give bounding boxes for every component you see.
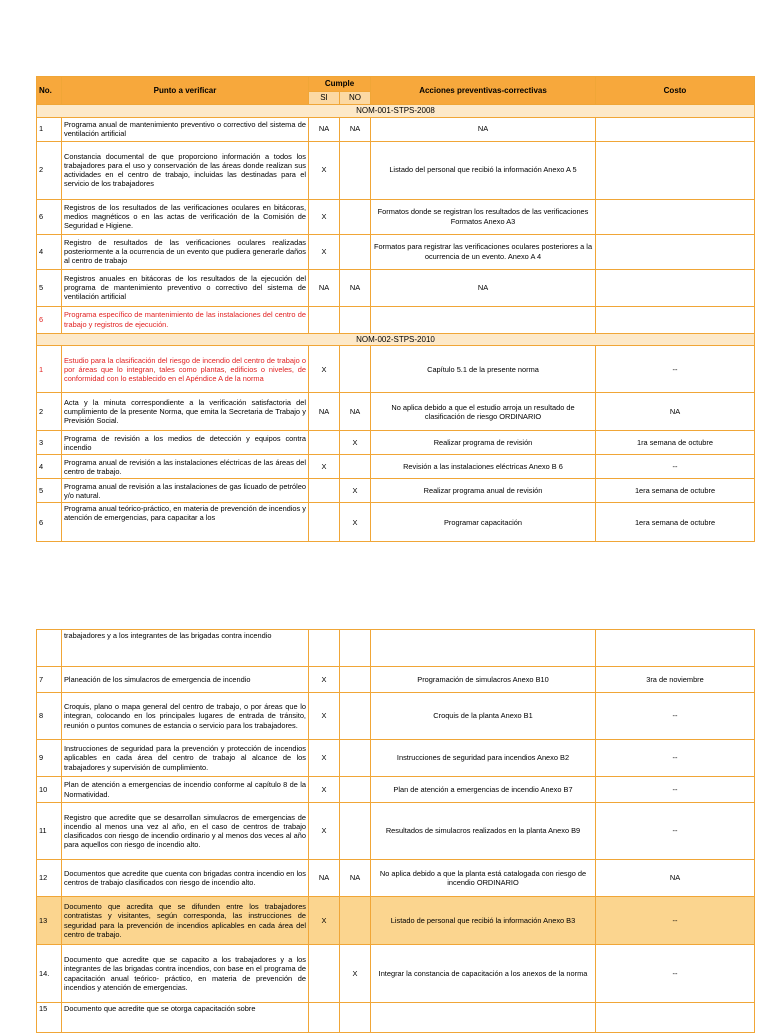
row-no: 2 bbox=[37, 393, 62, 431]
row-no-mark bbox=[340, 234, 371, 269]
row-no-mark bbox=[340, 199, 371, 234]
row-no: 12 bbox=[37, 860, 62, 897]
row-acciones: Realizar programa de revisión bbox=[371, 431, 596, 455]
row-punto: Croquis, plano o mapa general del centro de trabajo, o por áreas que lo integran, colocando en los principales lugares de entrada de tránsito, reunión o puntos comunes de estancia o servicio para los trabajadores. bbox=[62, 693, 309, 740]
row-si bbox=[309, 945, 340, 1003]
table-row bbox=[37, 346, 755, 393]
row-no: 1 bbox=[37, 117, 62, 141]
row-no: 9 bbox=[37, 740, 62, 777]
row-no-mark bbox=[340, 897, 371, 945]
row-costo: -- bbox=[596, 740, 755, 777]
row-no-mark: X bbox=[340, 945, 371, 1003]
row-acciones: NA bbox=[371, 117, 596, 141]
row-no-mark: X bbox=[340, 503, 371, 542]
row-si: X bbox=[309, 777, 340, 803]
row-costo: -- bbox=[596, 455, 755, 479]
row-no: 7 bbox=[37, 667, 62, 693]
table-row bbox=[37, 667, 755, 693]
row-no: 4 bbox=[37, 455, 62, 479]
row-punto: Programa específico de mantenimiento de las instalaciones del centro de trabajo y registros de ejecución. bbox=[62, 306, 309, 333]
row-punto: Documento que acredite que se otorga capacitación sobre bbox=[62, 1003, 309, 1033]
row-costo bbox=[596, 141, 755, 199]
row-punto: Planeación de los simulacros de emergencia de incendio bbox=[62, 667, 309, 693]
row-si bbox=[309, 630, 340, 667]
table-row bbox=[37, 117, 755, 141]
header-no-col: NO bbox=[340, 92, 371, 105]
row-si bbox=[309, 1003, 340, 1033]
row-no-mark bbox=[340, 667, 371, 693]
row-punto: Constancia documental de que proporciono información a todos los trabajadores para el uso y conservación de las áreas donde realizan sus actividades en el centro de trabajo, incluidas las destinadas para el servicio de los trabajadores bbox=[62, 141, 309, 199]
row-no bbox=[37, 630, 62, 667]
row-punto: Documento que acredita que se difunden entre los trabajadores contratistas y visitantes, según corresponda, las instrucciones de seguridad para la prevención de incendios aplicables en cada área del centro de trabajo. bbox=[62, 897, 309, 945]
row-punto: Estudio para la clasificación del riesgo de incendio del centro de trabajo o por áreas que lo integran, tales como plantas, edificios o niveles, de conformidad con lo establecido en el Apéndice A de la norma bbox=[62, 346, 309, 393]
row-acciones: No aplica debido a que la planta está catalogada con riesgo de incendio ORDINARIO bbox=[371, 860, 596, 897]
row-si: X bbox=[309, 234, 340, 269]
verification-table-page2 bbox=[36, 629, 755, 1033]
table-row bbox=[37, 234, 755, 269]
table-row bbox=[37, 503, 755, 542]
row-punto: Programa anual de revisión a las instalaciones eléctricas de las áreas del centro de trabajo. bbox=[62, 455, 309, 479]
row-no-mark bbox=[340, 777, 371, 803]
row-costo bbox=[596, 117, 755, 141]
header-cumple: Cumple bbox=[309, 77, 371, 92]
row-no-mark: NA bbox=[340, 860, 371, 897]
row-costo: -- bbox=[596, 777, 755, 803]
row-si: X bbox=[309, 803, 340, 860]
row-costo: 1era semana de octubre bbox=[596, 479, 755, 503]
table-row bbox=[37, 479, 755, 503]
row-no: 11 bbox=[37, 803, 62, 860]
row-costo: 1era semana de octubre bbox=[596, 503, 755, 542]
row-no: 8 bbox=[37, 693, 62, 740]
row-si: X bbox=[309, 693, 340, 740]
row-si: X bbox=[309, 199, 340, 234]
row-punto: Programa anual teórico-práctico, en materia de prevención de incendios y atención de emergencias, para capacitar a los bbox=[62, 503, 309, 542]
row-no-mark bbox=[340, 740, 371, 777]
row-acciones bbox=[371, 1003, 596, 1033]
row-si: NA bbox=[309, 393, 340, 431]
row-no-mark bbox=[340, 693, 371, 740]
row-no-mark: X bbox=[340, 479, 371, 503]
row-costo bbox=[596, 630, 755, 667]
section-title-nom001: NOM-001-STPS-2008 bbox=[37, 104, 755, 117]
row-si bbox=[309, 306, 340, 333]
row-costo: -- bbox=[596, 693, 755, 740]
row-costo: -- bbox=[596, 346, 755, 393]
row-punto: Documento que acredite que se capacito a los trabajadores y a los integrantes de las brigadas contra incendios, con base en el programa de capacitación anual teórico- práctico, en materia de prevención de incendios y atención de emergencias. bbox=[62, 945, 309, 1003]
row-acciones: Programar capacitación bbox=[371, 503, 596, 542]
row-punto: Registros anuales en bitácoras de los resultados de la ejecución del programa de mantenimiento preventivo o correctivo del sistema de ventilación artificial bbox=[62, 269, 309, 306]
row-acciones: Croquis de la planta Anexo B1 bbox=[371, 693, 596, 740]
row-punto: Acta y la minuta correspondiente a la verificación satisfactoria del cumplimiento de la presente Norma, que emita la Secretaria de Trabajo y Previsión Social. bbox=[62, 393, 309, 431]
row-no-mark: NA bbox=[340, 117, 371, 141]
row-si: X bbox=[309, 897, 340, 945]
row-punto: Programa anual de mantenimiento preventivo o correctivo del sistema de ventilación artificial bbox=[62, 117, 309, 141]
row-costo: -- bbox=[596, 803, 755, 860]
row-costo bbox=[596, 234, 755, 269]
row-acciones: Resultados de simulacros realizados en la planta Anexo B9 bbox=[371, 803, 596, 860]
row-punto: Instrucciones de seguridad para la prevención y protección de incendios aplicables en cada área del centro de trabajo al alcance de los trabajadores y supervisión de cumplimiento. bbox=[62, 740, 309, 777]
table-row bbox=[37, 945, 755, 1003]
table-row bbox=[37, 740, 755, 777]
row-no: 3 bbox=[37, 431, 62, 455]
table-row bbox=[37, 777, 755, 803]
table-row bbox=[37, 1003, 755, 1033]
row-acciones: Instrucciones de seguridad para incendios Anexo B2 bbox=[371, 740, 596, 777]
table-row bbox=[37, 860, 755, 897]
row-acciones: Revisión a las instalaciones eléctricas Anexo B 6 bbox=[371, 455, 596, 479]
row-no: 2 bbox=[37, 141, 62, 199]
row-no-mark bbox=[340, 1003, 371, 1033]
row-no: 1 bbox=[37, 346, 62, 393]
row-no: 5 bbox=[37, 269, 62, 306]
row-no-mark bbox=[340, 306, 371, 333]
row-costo: 3ra de noviembre bbox=[596, 667, 755, 693]
row-punto: Programa de revisión a los medios de detección y equipos contra incendio bbox=[62, 431, 309, 455]
row-no: 13 bbox=[37, 897, 62, 945]
row-punto: Documentos que acredite que cuenta con brigadas contra incendio en los centros de trabajo clasificados con riesgo de incendio alto. bbox=[62, 860, 309, 897]
table-row bbox=[37, 306, 755, 333]
row-acciones bbox=[371, 630, 596, 667]
row-costo: -- bbox=[596, 897, 755, 945]
row-si: NA bbox=[309, 860, 340, 897]
section-title-nom002: NOM-002-STPS-2010 bbox=[37, 333, 755, 346]
row-acciones: Formatos para registrar las verificaciones oculares posteriores a la ocurrencia de un evento. Anexo A 4 bbox=[371, 234, 596, 269]
row-costo bbox=[596, 199, 755, 234]
row-punto: Programa anual de revisión a las instalaciones de gas licuado de petróleo y/o natural. bbox=[62, 479, 309, 503]
table-row-highlighted bbox=[37, 897, 755, 945]
table-row bbox=[37, 269, 755, 306]
row-no: 14. bbox=[37, 945, 62, 1003]
row-si: NA bbox=[309, 269, 340, 306]
row-no-mark bbox=[340, 455, 371, 479]
row-acciones: Capítulo 5.1 de la presente norma bbox=[371, 346, 596, 393]
row-si: X bbox=[309, 667, 340, 693]
row-no: 5 bbox=[37, 479, 62, 503]
row-punto: Registros de los resultados de las verificaciones oculares en bitácoras, medios magnéticos o en las actas de verificación de la Comisión de Seguridad e Higiene. bbox=[62, 199, 309, 234]
table-row bbox=[37, 393, 755, 431]
table-row bbox=[37, 803, 755, 860]
row-si: NA bbox=[309, 117, 340, 141]
row-costo bbox=[596, 306, 755, 333]
row-acciones: Integrar la constancia de capacitación a los anexos de la norma bbox=[371, 945, 596, 1003]
row-costo bbox=[596, 1003, 755, 1033]
row-acciones bbox=[371, 306, 596, 333]
table-row bbox=[37, 141, 755, 199]
row-punto: trabajadores y a los integrantes de las brigadas contra incendio bbox=[62, 630, 309, 667]
row-no-mark: NA bbox=[340, 269, 371, 306]
row-si bbox=[309, 479, 340, 503]
row-si: X bbox=[309, 455, 340, 479]
table-row bbox=[37, 630, 755, 667]
header-si: SI bbox=[309, 92, 340, 105]
row-no: 6 bbox=[37, 306, 62, 333]
row-no: 6 bbox=[37, 503, 62, 542]
row-si: X bbox=[309, 346, 340, 393]
row-no: 6 bbox=[37, 199, 62, 234]
row-punto: Plan de atención a emergencias de incendio conforme al capítulo 8 de la Normatividad. bbox=[62, 777, 309, 803]
row-no-mark: NA bbox=[340, 393, 371, 431]
row-costo: NA bbox=[596, 860, 755, 897]
table-row bbox=[37, 199, 755, 234]
header-no: No. bbox=[37, 77, 62, 105]
row-no-mark bbox=[340, 141, 371, 199]
row-no-mark bbox=[340, 346, 371, 393]
header-acciones: Acciones preventivas-correctivas bbox=[371, 77, 596, 105]
row-costo: 1ra semana de octubre bbox=[596, 431, 755, 455]
row-no: 4 bbox=[37, 234, 62, 269]
row-acciones: Listado de personal que recibió la información Anexo B3 bbox=[371, 897, 596, 945]
table-row bbox=[37, 693, 755, 740]
row-no: 10 bbox=[37, 777, 62, 803]
row-punto: Registro de resultados de las verificaciones oculares realizadas posteriormente a la ocurrencia de un evento que pudiera generarle daños al centro de trabajo bbox=[62, 234, 309, 269]
row-acciones: Plan de atención a emergencias de incendio Anexo B7 bbox=[371, 777, 596, 803]
row-acciones: Listado del personal que recibió la información Anexo A 5 bbox=[371, 141, 596, 199]
row-acciones: Formatos donde se registran los resultados de las verificaciones Formatos Anexo A3 bbox=[371, 199, 596, 234]
row-acciones: Programación de simulacros Anexo B10 bbox=[371, 667, 596, 693]
row-no-mark: X bbox=[340, 431, 371, 455]
table-row bbox=[37, 455, 755, 479]
verification-table-page1 bbox=[36, 76, 755, 542]
row-costo: -- bbox=[596, 945, 755, 1003]
row-acciones: Realizar programa anual de revisión bbox=[371, 479, 596, 503]
row-costo bbox=[596, 269, 755, 306]
header-punto: Punto a verificar bbox=[62, 77, 309, 105]
row-acciones: No aplica debido a que el estudio arroja un resultado de clasificación de riesgo ORDINARIO bbox=[371, 393, 596, 431]
row-no-mark bbox=[340, 803, 371, 860]
row-si: X bbox=[309, 740, 340, 777]
row-acciones: NA bbox=[371, 269, 596, 306]
row-costo: NA bbox=[596, 393, 755, 431]
table-row bbox=[37, 431, 755, 455]
row-punto: Registro que acredite que se desarrollan simulacros de emergencias de incendio al menos una vez al año, en el caso de centros de trabajo clasificados con riesgo de incendio ordinario y al menos dos veces al año para aquellos con riesgo de incendio alto. bbox=[62, 803, 309, 860]
row-si bbox=[309, 503, 340, 542]
row-no: 15 bbox=[37, 1003, 62, 1033]
header-costo: Costo bbox=[596, 77, 755, 105]
row-si: X bbox=[309, 141, 340, 199]
row-si bbox=[309, 431, 340, 455]
row-no-mark bbox=[340, 630, 371, 667]
